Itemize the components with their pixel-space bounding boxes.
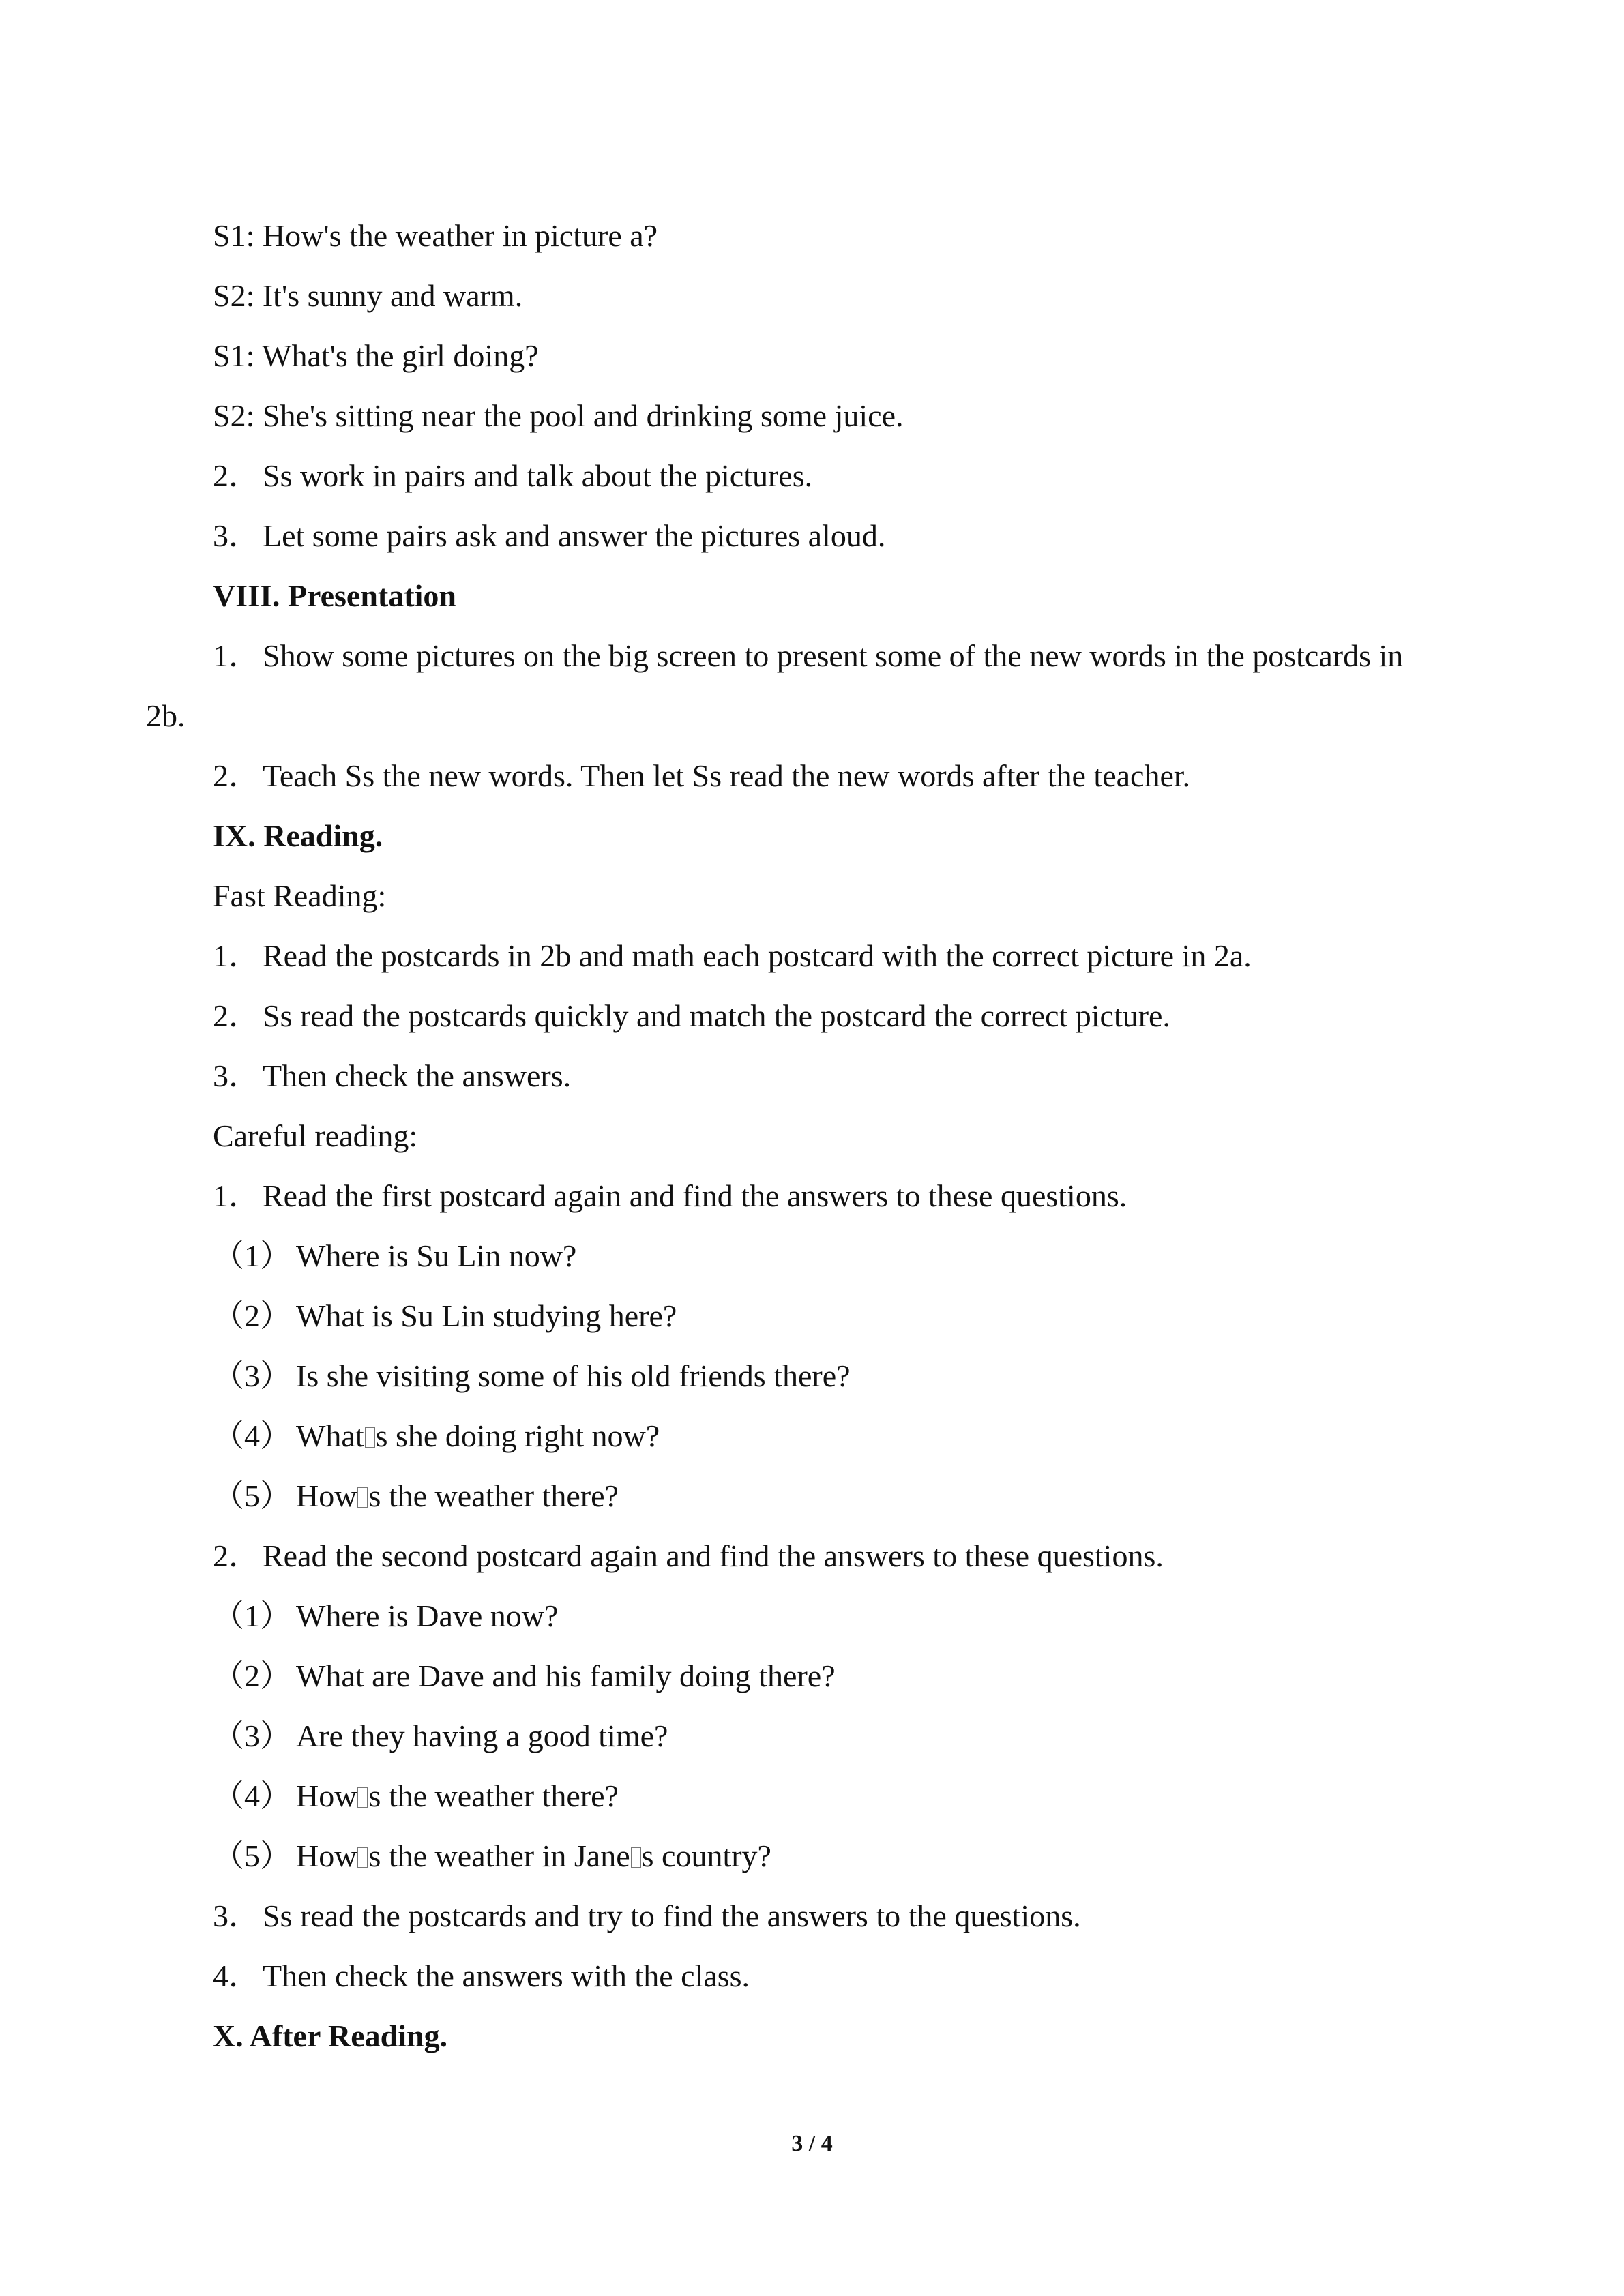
item-text: Read the postcards in 2b and math each postcard with the correct picture in 2a. (263, 938, 1252, 973)
question-text: Is she visiting some of his old friends there? (296, 1358, 851, 1393)
step-number: 2． (213, 458, 260, 493)
question-text: What are Dave and his family doing there? (296, 1658, 836, 1693)
question-number: （5） (213, 1478, 291, 1513)
step-item (213, 516, 885, 556)
missing-glyph-box (357, 1847, 368, 1868)
question-text: What is Su Lin studying here? (296, 1298, 677, 1333)
item-number: 4． (213, 1958, 260, 1993)
question-text-part: s the weather there? (368, 1778, 619, 1813)
question-item (213, 1416, 660, 1457)
item-text: Show some pictures on the big screen to present some of the new words in the postcards in (263, 638, 1404, 673)
fast-reading-item (213, 936, 1252, 976)
question-text-part: s country? (641, 1838, 771, 1873)
item-number: 2． (213, 758, 260, 793)
item-number: 3． (213, 1898, 260, 1933)
question-item (213, 1296, 677, 1337)
fast-reading-label: Fast Reading: (213, 878, 387, 913)
dialogue-line-1: S1: How's the weather in picture a? (213, 218, 658, 253)
presentation-item-1-continuation: 2b. (146, 698, 186, 733)
step-number: 3． (213, 518, 260, 553)
question-number: （1） (213, 1238, 291, 1273)
careful-reading-item (213, 1956, 750, 1997)
careful-reading-item (213, 1176, 1127, 1217)
item-text: Read the second postcard again and find the answers to these questions. (263, 1538, 1164, 1573)
question-text: Where is Dave now? (296, 1598, 559, 1633)
fast-reading-item (213, 996, 1170, 1037)
question-item (213, 1716, 668, 1757)
item-number: 1． (213, 938, 260, 973)
question-item (213, 1596, 558, 1637)
page-number: 3 / 4 (791, 2131, 833, 2156)
section-heading-presentation: VIII. Presentation (213, 578, 456, 613)
careful-reading-item (213, 1536, 1164, 1577)
question-text-part: s she doing right now? (375, 1418, 660, 1453)
careful-reading-label: Careful reading: (213, 1118, 418, 1153)
item-text: Ss read the postcards quickly and match the postcard the correct picture. (263, 998, 1170, 1033)
section-heading-reading: IX. Reading. (213, 818, 383, 853)
item-text: Read the first postcard again and find the answers to these questions. (263, 1178, 1127, 1213)
question-number: （5） (213, 1838, 291, 1873)
question-number: （2） (213, 1658, 291, 1693)
question-text-part: How (296, 1838, 357, 1873)
question-text-part: How (296, 1778, 357, 1813)
presentation-item-1 (213, 636, 1403, 676)
question-item (213, 1356, 851, 1397)
item-text: Teach Ss the new words. Then let Ss read the new words after the teacher. (263, 758, 1191, 793)
missing-glyph-box (631, 1847, 641, 1868)
question-item (213, 1776, 619, 1817)
fast-reading-item (213, 1056, 571, 1097)
question-number: （3） (213, 1358, 291, 1393)
item-number: 2． (213, 1538, 260, 1573)
question-number: （2） (213, 1298, 291, 1333)
question-text-part: How (296, 1478, 357, 1513)
question-number: （4） (213, 1418, 291, 1453)
item-number: 1． (213, 1178, 260, 1213)
section-heading-after-reading: X. After Reading. (213, 2018, 448, 2053)
question-item (213, 1476, 619, 1517)
dialogue-line-4: S2: She's sitting near the pool and drinking some juice. (213, 398, 904, 433)
item-number: 3． (213, 1058, 260, 1093)
careful-reading-item (213, 1896, 1081, 1937)
question-text: Where is Su Lin now? (296, 1238, 577, 1273)
item-text: Then check the answers. (263, 1058, 572, 1093)
question-text-part: s the weather there? (368, 1478, 619, 1513)
question-number: （4） (213, 1778, 291, 1813)
question-text-part: What (296, 1418, 364, 1453)
question-item (213, 1656, 836, 1697)
dialogue-line-3: S1: What's the girl doing? (213, 338, 539, 373)
question-item (213, 1836, 771, 1877)
question-text-part: s the weather in Jane (368, 1838, 630, 1873)
presentation-item-2 (213, 756, 1190, 796)
question-number: （3） (213, 1718, 291, 1753)
item-text: Then check the answers with the class. (263, 1958, 750, 1993)
step-text: Ss work in pairs and talk about the pictures. (263, 458, 813, 493)
step-text: Let some pairs ask and answer the pictures aloud. (263, 518, 886, 553)
missing-glyph-box (357, 1787, 368, 1808)
missing-glyph-box (365, 1427, 375, 1448)
missing-glyph-box (357, 1487, 368, 1508)
step-item (213, 456, 812, 496)
item-text: Ss read the postcards and try to find the answers to the questions. (263, 1898, 1081, 1933)
dialogue-line-2: S2: It's sunny and warm. (213, 278, 523, 313)
item-number: 2． (213, 998, 260, 1033)
question-text: Are they having a good time? (296, 1718, 668, 1753)
question-number: （1） (213, 1598, 291, 1633)
question-item (213, 1236, 576, 1277)
item-number: 1． (213, 638, 260, 673)
